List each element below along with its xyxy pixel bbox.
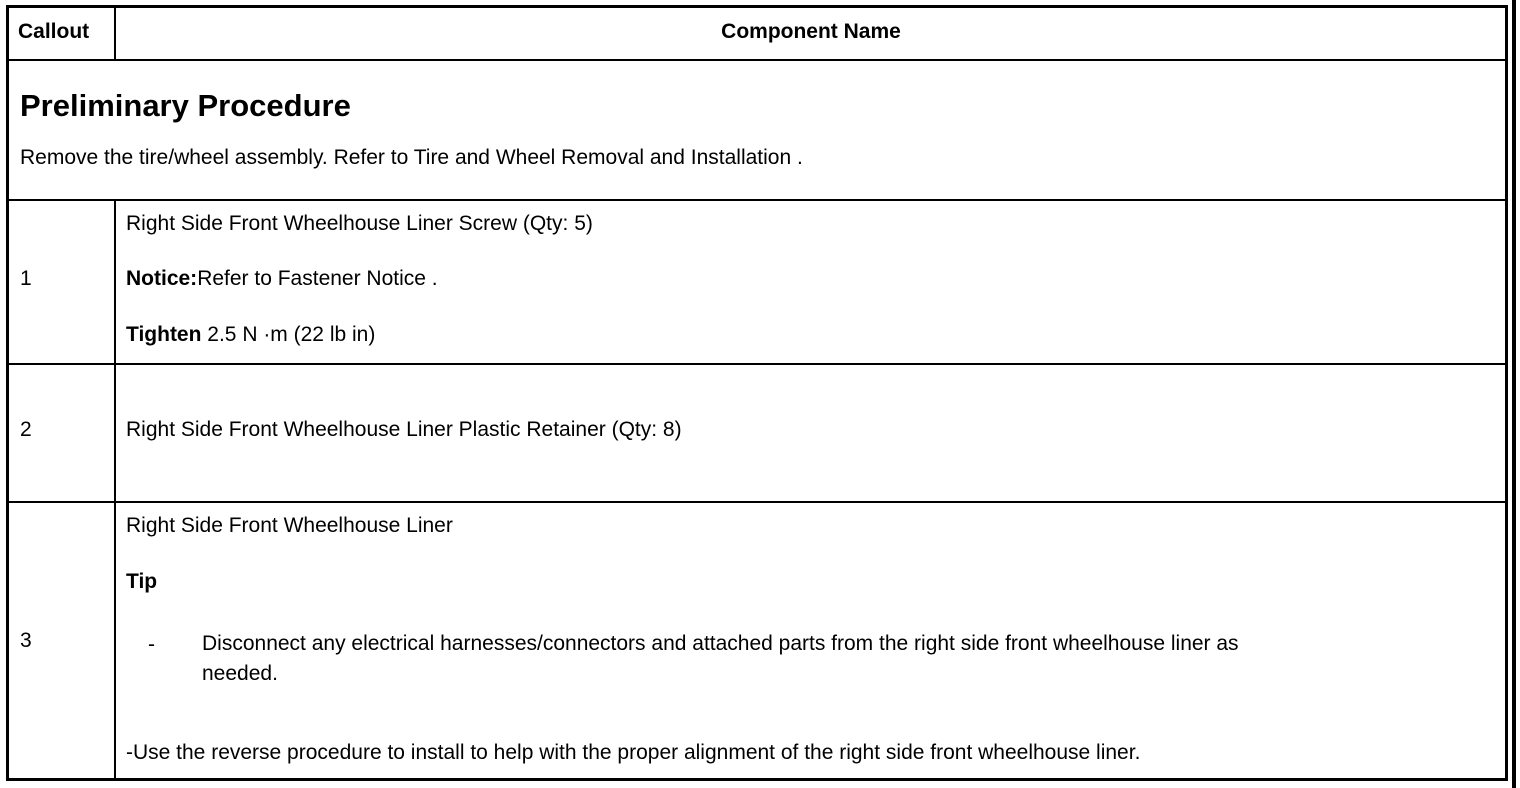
tighten-label: Tighten xyxy=(126,323,202,346)
preliminary-title: Preliminary Procedure xyxy=(20,88,351,123)
column-divider xyxy=(114,199,116,781)
preliminary-divider xyxy=(9,199,1505,201)
header-column-divider xyxy=(114,8,116,59)
tip-bullet-line1: Disconnect any electrical harnesses/connectors and attached parts from the right side front wheelhouse liner as xyxy=(202,632,1239,655)
procedure-table xyxy=(6,5,1508,781)
bullet-dash: - xyxy=(148,633,155,656)
row2-divider xyxy=(9,501,1505,503)
header-divider xyxy=(9,59,1505,61)
notice-label: Notice: xyxy=(126,267,198,290)
page-edge-line xyxy=(1512,0,1516,788)
row3-callout: 3 xyxy=(20,629,32,652)
row1-name: Right Side Front Wheelhouse Liner Screw (Qty: 5) xyxy=(126,212,593,235)
row1-callout: 1 xyxy=(20,267,32,290)
tip-label: Tip xyxy=(126,570,158,593)
notice-text: Refer to Fastener Notice . xyxy=(197,267,438,290)
tighten-text: 2.5 N ·m (22 lb in) xyxy=(201,323,376,346)
row3-name: Right Side Front Wheelhouse Liner xyxy=(126,514,453,537)
row2-callout: 2 xyxy=(20,418,32,441)
row1-tighten xyxy=(126,323,375,347)
preliminary-text: Remove the tire/wheel assembly. Refer to Tire and Wheel Removal and Installation . xyxy=(20,146,803,169)
header-component-name: Component Name xyxy=(721,20,901,43)
tip-bullet-line2: needed. xyxy=(202,662,278,685)
row1-notice xyxy=(126,267,438,291)
reverse-procedure-note: -Use the reverse procedure to install to help with the proper alignment of the right side front wheelhouse liner. xyxy=(126,741,1141,764)
row2-name: Right Side Front Wheelhouse Liner Plastic Retainer (Qty: 8) xyxy=(126,418,682,441)
row1-divider xyxy=(9,363,1505,365)
header-callout: Callout xyxy=(18,20,90,43)
